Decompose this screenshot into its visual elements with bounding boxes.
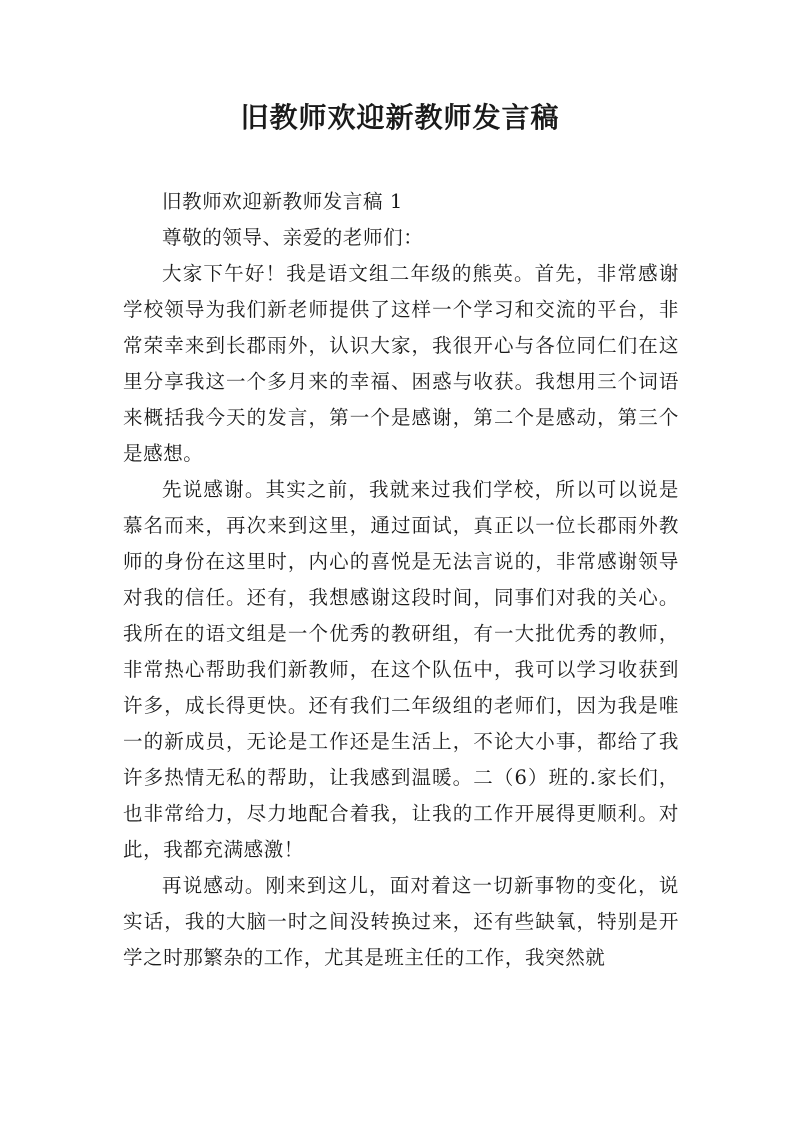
document-title: 旧教师欢迎新教师发言稿 — [240, 101, 560, 134]
gratitude-paragraph: 先说感谢。其实之前，我就来过我们学校，所以可以说是慕名而来，再次来到这里，通过面试，真正以一位长郡雨外教师的身份在这里时，内心的喜悦是无法言说的，非常感谢领导对我的信任。还有，我想感谢这段时间，同事们对我的关心。我所在的语文组是一个优秀的教研组，有一大批优秀的教师，非常热心帮助我们新教师，在这个队伍中，我可以学习收获到许多，成长得更快。还有我们二年级组的老师们，因为我是唯一的新成员，无论是工作还是生活上，不论大小事，都给了我许多热情无私的帮助，让我感到温暖。二（6）班的.家长们，也非常给力，尽力地配合着我，让我的工作开展得更顺利。对此，我都充满感激！ — [123, 478, 679, 861]
moved-paragraph: 再说感动。刚来到这儿，面对着这一切新事物的变化，说实话，我的大脑一时之间没转换过来，还有些缺氧，特别是开学之时那繁杂的工作，尤其是班主任的工作，我突然就 — [123, 874, 679, 969]
intro-paragraph: 大家下午好！我是语文组二年级的熊英。首先，非常感谢学校领导为我们新老师提供了这样一个学习和交流的平台，非常荣幸来到长郡雨外，认识大家，我很开心与各位同仁们在这里分享我这一个多月来的幸福、困惑与收获。我想用三个词语来概括我今天的发言，第一个是感谢，第二个是感动，第三个是感想。 — [123, 262, 679, 465]
document-body — [123, 184, 679, 976]
subtitle-paragraph: 旧教师欢迎新教师发言稿 1 — [162, 190, 403, 213]
salutation-paragraph: 尊敬的领导、亲爱的老师们： — [162, 226, 424, 249]
